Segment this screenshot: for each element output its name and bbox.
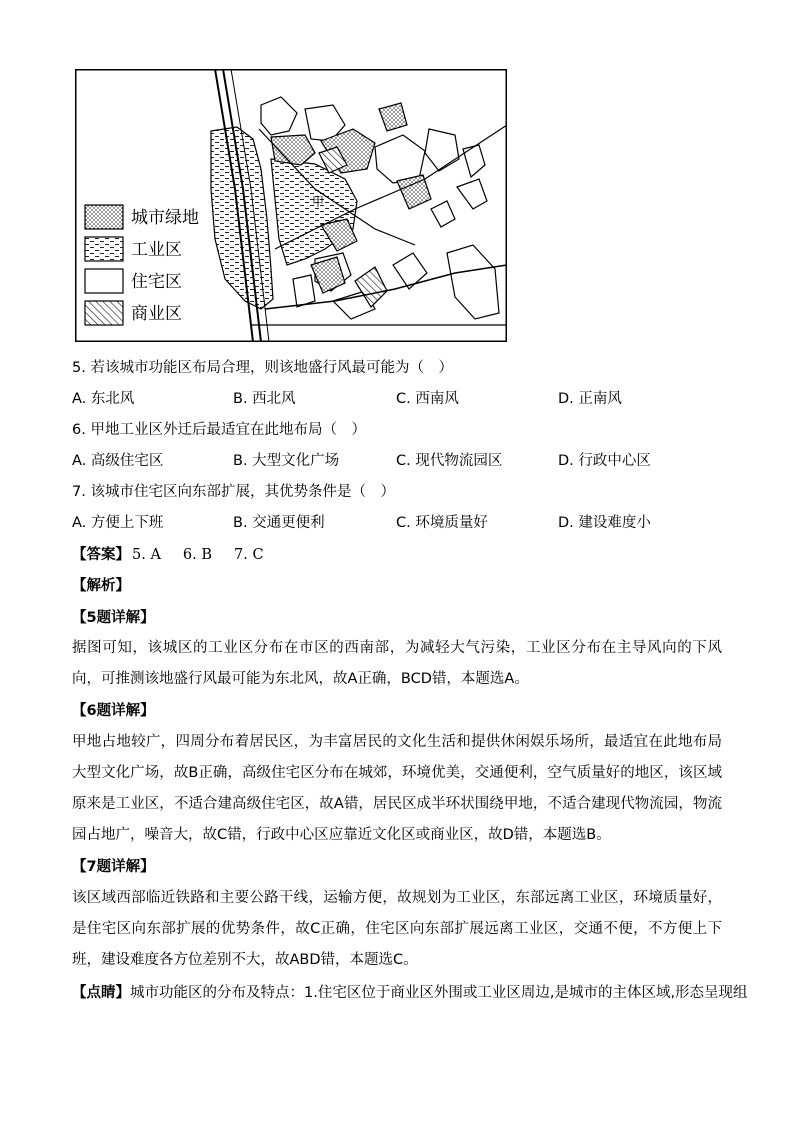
answer-6: 6. B — [182, 547, 213, 563]
legend-swatch-commercial — [85, 301, 123, 325]
map-label-jia: 甲 — [312, 195, 325, 209]
legend-label-green: 城市绿地 — [131, 208, 199, 228]
answer-line — [72, 545, 286, 565]
q6-option-b: B. 大型文化广场 — [233, 453, 340, 469]
q6-option-c: C. 现代物流园区 — [396, 453, 503, 469]
question-6-stem: 6. 甲地工业区外迁后最适宜在此地布局（ ） — [72, 422, 366, 438]
city-function-zone-map — [75, 69, 507, 342]
detail-6-label: 【6题详解】 — [72, 703, 155, 719]
q5-option-b: B. 西北风 — [233, 391, 296, 407]
answer-7: 7. C — [234, 547, 264, 563]
answer-values — [132, 547, 286, 563]
q7-option-b: B. 交通更便利 — [233, 515, 325, 531]
answer-5: 5. A — [132, 547, 161, 563]
legend-swatch-residential — [85, 269, 123, 293]
q7-option-d: D. 建设难度小 — [558, 515, 651, 531]
detail-7-label: 【7题详解】 — [72, 859, 155, 875]
q7-option-a: A. 方便上下班 — [72, 515, 164, 531]
legend-swatch-industrial — [85, 237, 123, 261]
legend-swatch-green — [85, 205, 123, 229]
legend-label-residential: 住宅区 — [131, 272, 182, 292]
legend-label-industrial: 工业区 — [131, 240, 182, 260]
detail-7-text: 该区域西部临近铁路和主要公路干线，运输方便，故规划为工业区，东部远离工业区，环境质量好，是住宅区向东部扩展的优势条件，故C正确，住宅区向东部扩展远离工业区，交通不便，不方便上下班，建设难度各方位差别不大，故ABD错，本题选C。 — [72, 890, 722, 968]
q5-option-a: A. 东北风 — [72, 391, 135, 407]
question-7-stem: 7. 该城市住宅区向东部扩展，其优势条件是（ ） — [72, 484, 395, 500]
note-line — [72, 983, 748, 1003]
note-label: 【点睛】 — [72, 985, 130, 1001]
question-5-stem: 5. 若该城市功能区布局合理，则该地盛行风最可能为（ ） — [72, 360, 453, 376]
q5-option-c: C. 西南风 — [396, 391, 459, 407]
note-text: 城市功能区的分布及特点：1.住宅区位于商业区外围或工业区周边,是城市的主体区域,形态呈现组 — [130, 985, 748, 1001]
detail-5-label: 【5题详解】 — [72, 610, 155, 626]
legend-label-commercial: 商业区 — [131, 304, 182, 324]
answer-label: 【答案】 — [72, 547, 130, 563]
q7-option-c: C. 环境质量好 — [396, 515, 488, 531]
q6-option-d: D. 行政中心区 — [558, 453, 651, 469]
detail-5-text: 据图可知，该城区的工业区分布在市区的西南部，为减轻大气污染，工业区分布在主导风向的下风向，可推测该地盛行风最可能为东北风，故A正确，BCD错，本题选A。 — [72, 640, 722, 687]
q5-option-d: D. 正南风 — [558, 391, 622, 407]
q6-option-a: A. 高级住宅区 — [72, 453, 164, 469]
analysis-label: 【解析】 — [72, 578, 130, 594]
detail-6-text: 甲地占地较广，四周分布着居民区，为丰富居民的文化生活和提供休闲娱乐场所，最适宜在此地布局大型文化广场，故B正确，高级住宅区分布在城郊，环境优美，交通便利，空气质量好的地区，该区域原来是工业区，不适合建高级住宅区，故A错，居民区成半环状围绕甲地，不适合建现代物流园，物流园占地广，噪音大，故C错，行政中心区应靠近文化区或商业区，故D错，本题选B。 — [72, 734, 722, 843]
